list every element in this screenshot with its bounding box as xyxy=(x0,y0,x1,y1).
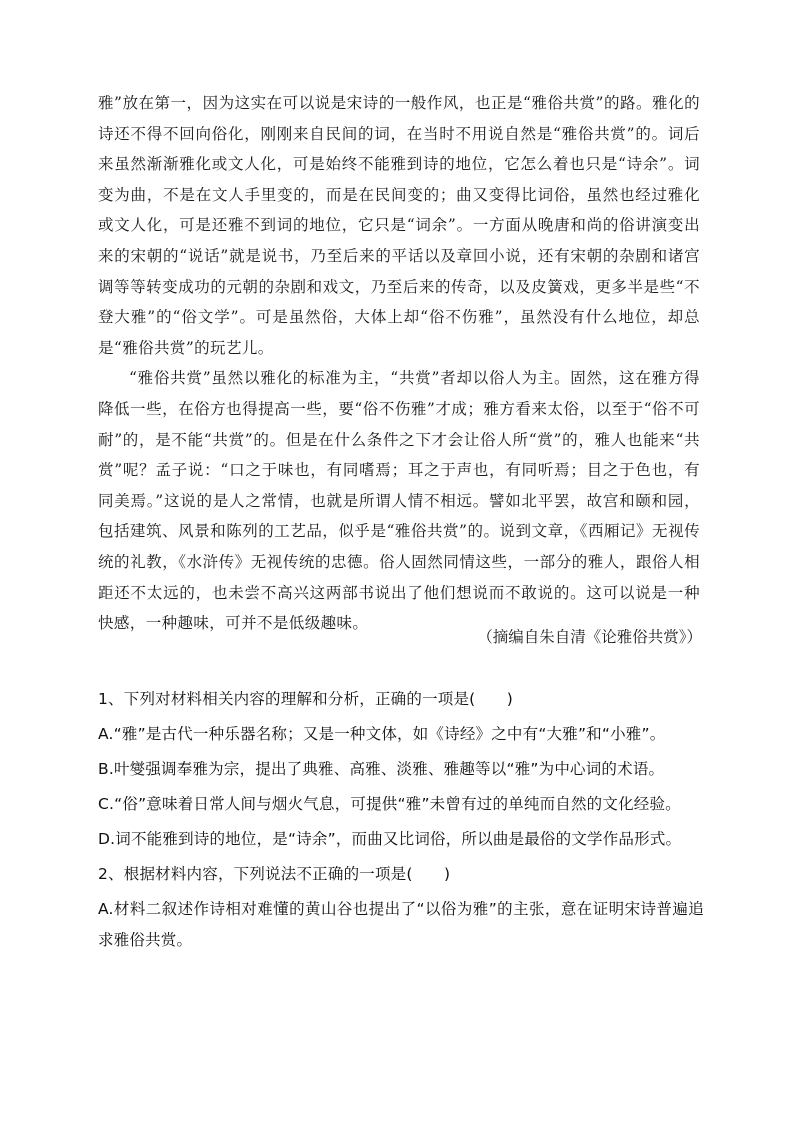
reading-passage xyxy=(98,88,700,639)
question-1 xyxy=(98,684,704,855)
question-list xyxy=(98,684,704,960)
question-option-a: A.“雅”是古代一种乐器名称；又是一种文体，如《诗经》之中有“大雅”和“小雅”。 xyxy=(98,725,666,743)
passage-paragraph-2: “雅俗共赏”虽然以雅化的标准为主，“共赏”者却以俗人为主。固然，这在雅方得降低一些，在俗方也得提高一些，要“俗不伤雅”才成；雅方看来太俗，以至于“俗不可耐”的，是不能“共赏”的。但是在什么条件之下才会让俗人所“赏”的，雅人也能来“共赏”呢？孟子说：“口之于味也，有同嗜焉；耳之于声也，有同听焉；目之于色也，有同美焉。”这说的是人之常情，也就是所谓人情不相远。譬如北平罢，故宫和颐和园，包括建筑、风景和陈列的工艺品，似乎是“雅俗共赏”的。说到文章，《西厢记》无视传统的礼教，《水浒传》无视传统的忠德。俗人固然同情这些，一部分的雅人，跟俗人相距还不太远的，也未尝不高兴这两部书说出了他们想说而不敢说的。这可以说是一种快感，一种趣味，可并不是低级趣味。 xyxy=(98,369,700,633)
question-option-a: A.材料二叙述作诗相对难懂的黄山谷也提出了“以俗为雅”的主张，意在证明宋诗普遍追求雅俗共赏。 xyxy=(98,900,704,949)
question-option-b: B.叶燮强调奉雅为宗，提出了典雅、高雅、淡雅、雅趣等以“雅”为中心词的术语。 xyxy=(98,760,665,778)
question-option-c: C.“俗”意味着日常人间与烟火气息，可提供“雅”未曾有过的单纯而自然的文化经验。 xyxy=(98,795,681,813)
question-2 xyxy=(98,859,704,956)
passage-paragraph-1: 雅”放在第一，因为这实在可以说是宋诗的一般作风，也正是“雅俗共赏”的路。雅化的诗还不得不回向俗化，刚刚来自民间的词，在当时不用说自然是“雅俗共赏”的。词后来虽然渐渐雅化或文人化，可是始终不能雅到诗的地位，它怎么着也只是“诗余”。词变为曲，不是在文人手里变的，而是在民间变的；曲又变得比词俗，虽然也经过雅化或文人化，可是还雅不到词的地位，它只是“词余”。一方面从晚唐和尚的俗讲演变出来的宋朝的“说话”就是说书，乃至后来的平话以及章回小说，还有宋朝的杂剧和诸宫调等等转变成功的元朝的杂剧和戏文，乃至后来的传奇，以及皮簧戏，更多半是些“不登大雅”的“俗文学”。可是虽然俗，大体上却“俗不伤雅”，虽然没有什么地位，却总是“雅俗共赏”的玩艺儿。 xyxy=(98,94,700,357)
question-stem: 1、下列对材料相关内容的理解和分析，正确的一项是( ) xyxy=(98,690,514,708)
question-stem: 2、根据材料内容，下列说法不正确的一项是( ) xyxy=(98,865,451,883)
question-option-d: D.词不能雅到诗的地位，是“诗余”，而曲又比词俗，所以曲是最俗的文学作品形式。 xyxy=(98,830,682,848)
passage-source: （摘编自朱自清《论雅俗共赏》） xyxy=(477,628,702,646)
